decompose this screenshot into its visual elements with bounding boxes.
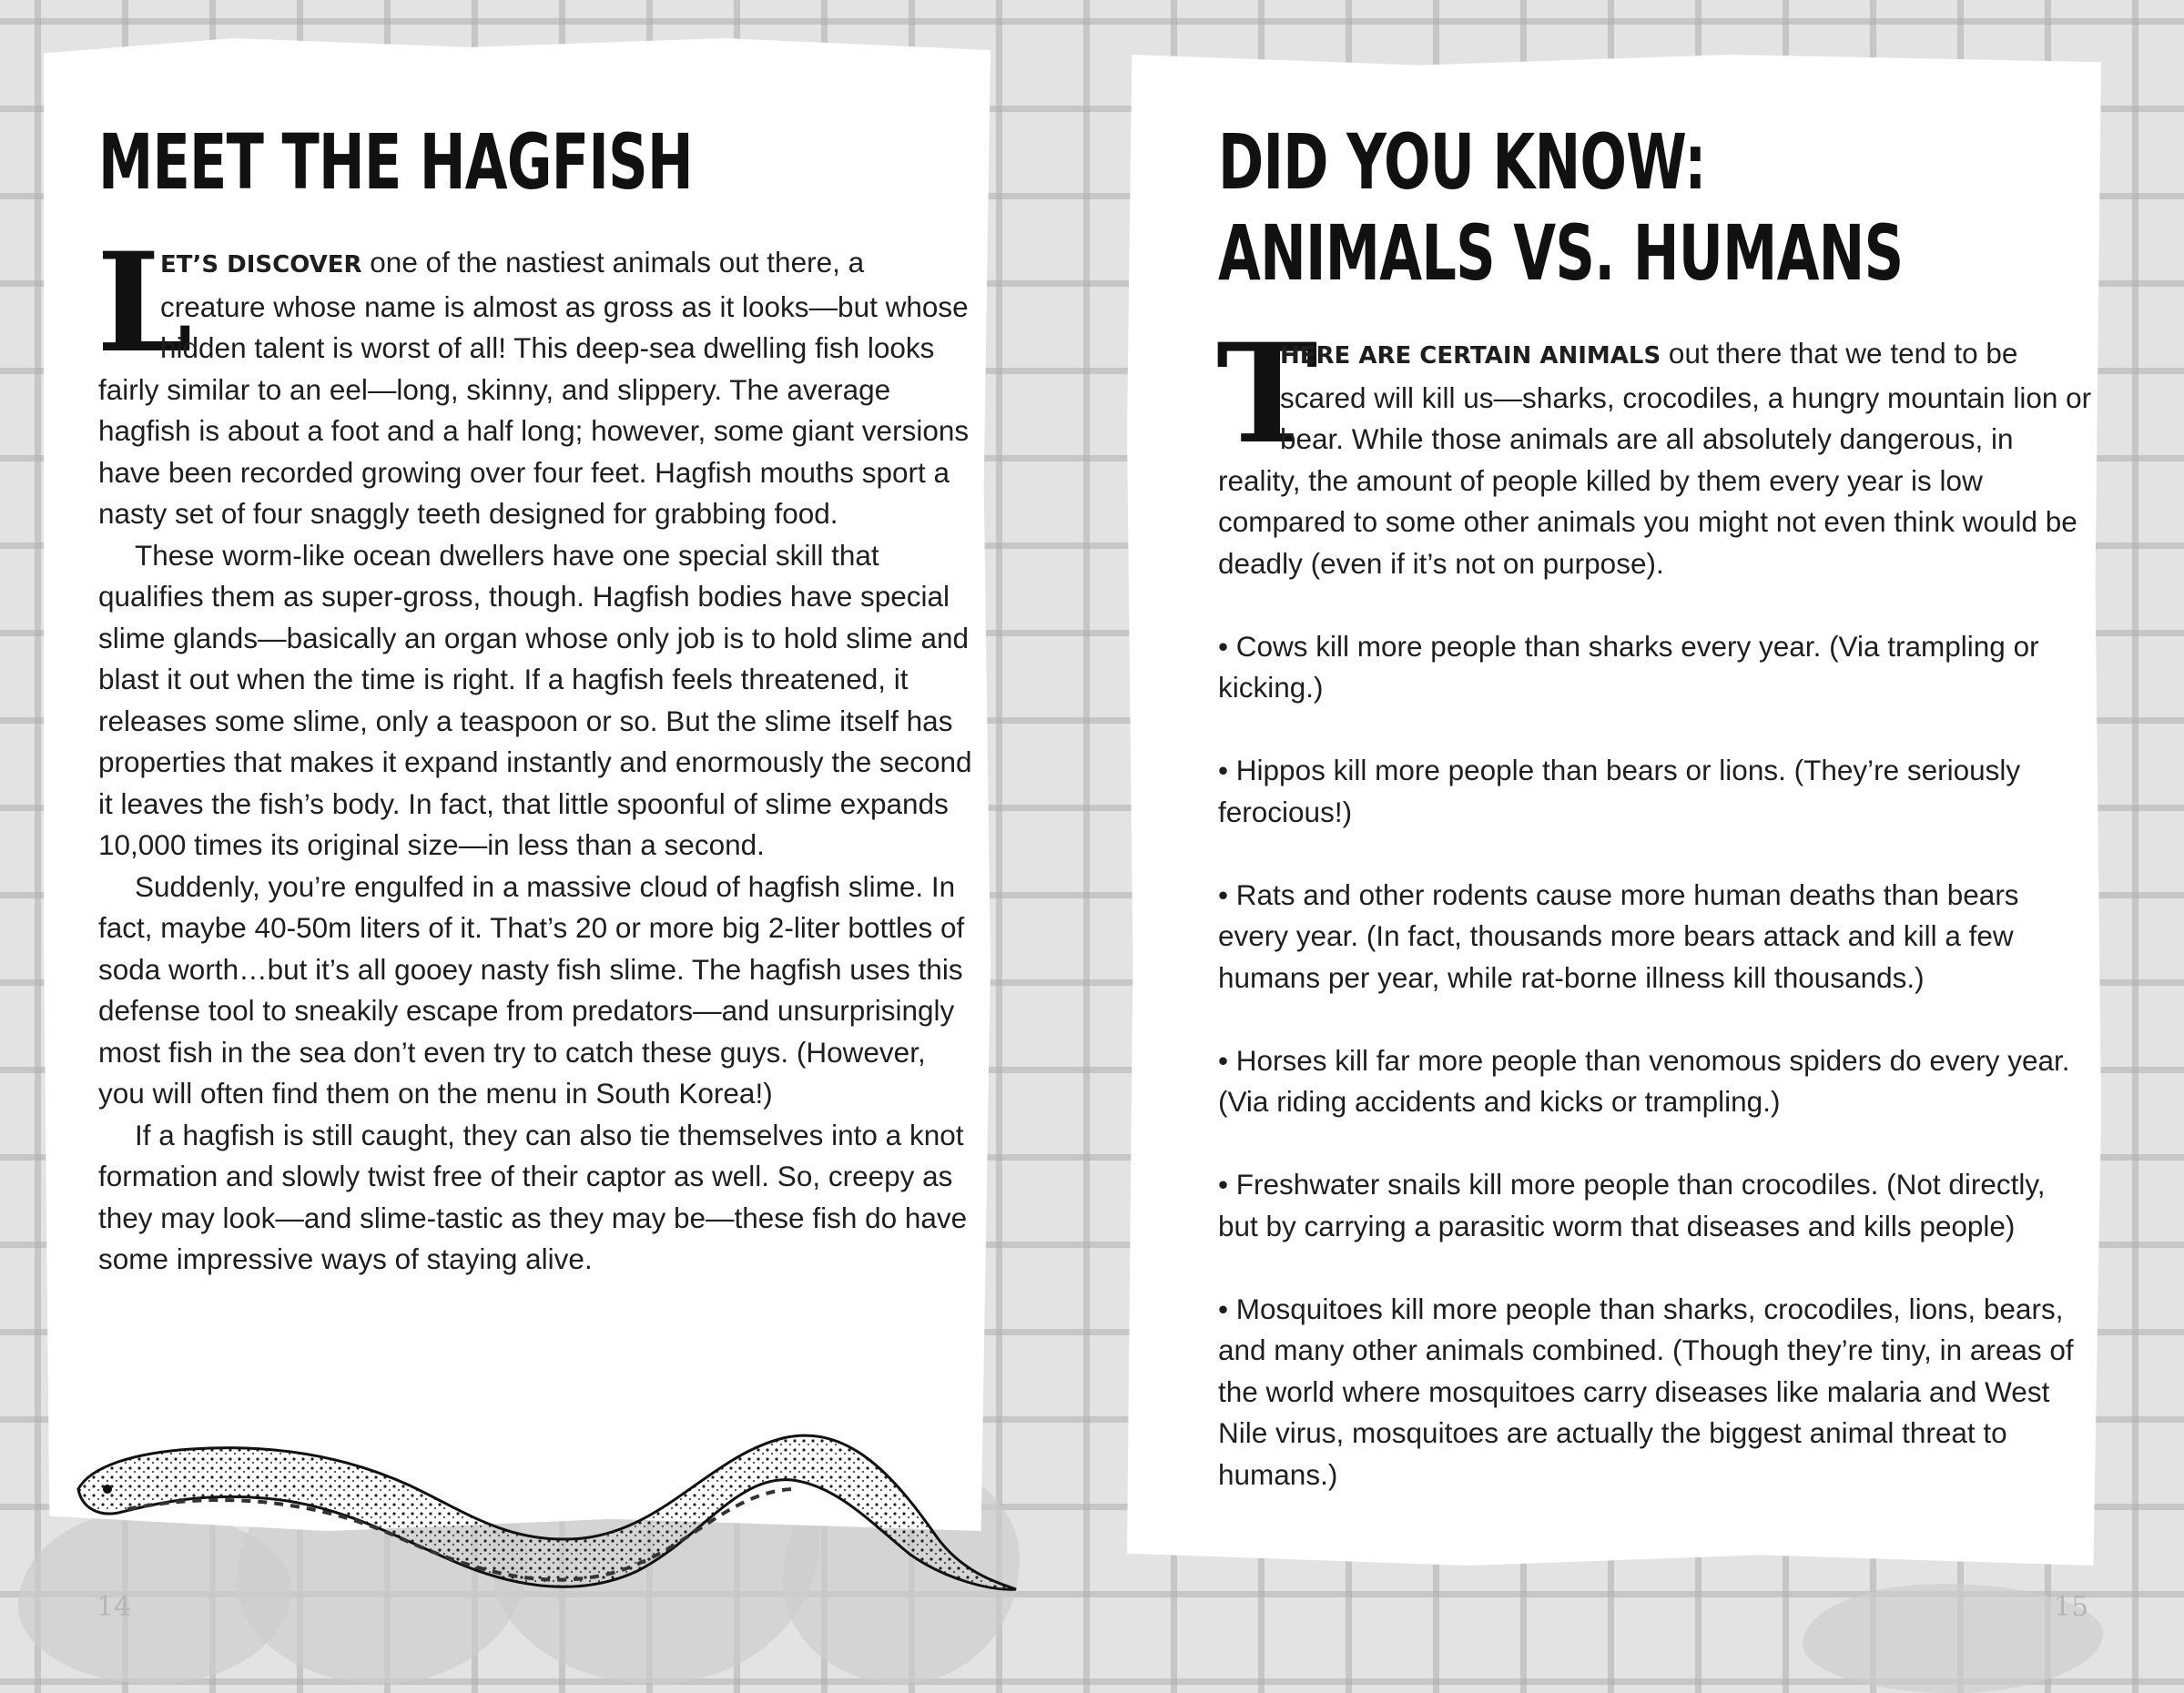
paragraph-text: out there that we tend to be scared will kill us—sharks, crocodiles, a hungry mountain lion or bear. While those animals are all absolutely dangerous, in reality, the amount of people killed by them every year is low compared to some other animals you might not even think would be deadly (even if it’s not on purpose). — [1218, 337, 2092, 580]
page-number-left: 14 — [97, 1591, 132, 1623]
left-paragraph-2: These worm-like ocean dwellers have one special skill that qualifies them as super-gross, though. Hagfish bodies have special slime glands—basically an organ whose only job is to hold slime and blast it out when the time is right. If a hagfish feels threatened, it releases some slime, only a teaspoon or so. But the slime itself has properties that makes it expand instantly and enormously the second it leaves the fish’s body. In fact, that little spoonful of slime expands 10,000 times its original size—in less than a second. — [98, 538, 972, 861]
left-paragraph-3: Suddenly, you’re engulfed in a massive cloud of hagfish slime. In fact, maybe 40-50m liters of it. That’s 20 or more big 2-liter bottles of soda worth…but it’s all gooey nasty fish slime. The hagfish uses this defense tool to sneakily escape from predators—and unsurprisingly most fish in the sea don’t even try to catch these guys. (However, you will often find them on the menu in South Korea!) — [98, 869, 965, 1110]
fact-bullet-horses: • Horses kill far more people than venomous spiders do every year. (Via riding accidents and kicks or trampling.) — [1218, 1043, 2070, 1118]
fact-bullet-cows: • Cows kill more people than sharks every year. (Via trampling or kicking.) — [1218, 629, 2039, 704]
title-line-2: ANIMALS VS. HUMANS — [1218, 208, 1904, 298]
right-intro-paragraph — [1216, 314, 2092, 584]
fact-bullet-mosquitoes: • Mosquitoes kill more people than sharks, crocodiles, lions, bears, and many other animals combined. (Though they’re tiny, in areas of the world where mosquitoes carry diseases like malaria and West Nile virus, mosquitoes are actually the biggest animal threat to humans.) — [1218, 1292, 2074, 1491]
fact-bullet-snails: • Freshwater snails kill more people than crocodiles. (Not directly, but by carrying a parasitic worm that diseases and kills people) — [1218, 1168, 2046, 1242]
right-page-title — [1218, 117, 1903, 299]
lead-in: HERE ARE CERTAIN ANIMALS — [1280, 342, 1661, 370]
fact-bullet-hippos: • Hippos kill more people than bears or lions. (They’re seriously ferocious!) — [1218, 754, 2021, 828]
fact-bullet-rats: • Rats and other rodents cause more human deaths than bears every year. (In fact, thousands more bears attack and kill a few humans per year, while rat-borne illness kill thousands.) — [1218, 877, 2019, 994]
right-page-body — [1216, 314, 2092, 1495]
left-page-title: MEET THE HAGFISH — [98, 117, 693, 207]
lead-in: ET’S DISCOVER — [160, 251, 362, 279]
hagfish-illustration — [73, 1402, 1020, 1611]
page-number-right: 15 — [2054, 1591, 2089, 1623]
left-paragraph-4: If a hagfish is still caught, they can also tie themselves into a knot formation and slowly twist free of their captor as well. So, creepy as they may look—and slime-tastic as they may be—these fish do have some impressive ways of staying alive. — [98, 1118, 968, 1275]
title-line-1: DID YOU KNOW: — [1218, 117, 1706, 207]
paragraph-text: one of the nastiest animals out there, a creature whose name is almost as gross as it looks—but whose hidden talent is worst of all! This deep-sea dwelling fish looks fairly similar to an eel—long, skinny, and slippery. The average hagfish is about a foot and a half long; however, some giant versions have been recorded growing over four feet. Hagfish mouths sport a nasty set of four snaggly teeth designed for grabbing food. — [98, 246, 970, 530]
left-page-body — [97, 223, 972, 1281]
drop-cap: T — [1216, 314, 1318, 474]
drop-cap: L — [97, 223, 193, 383]
left-paragraph-1 — [97, 223, 972, 535]
